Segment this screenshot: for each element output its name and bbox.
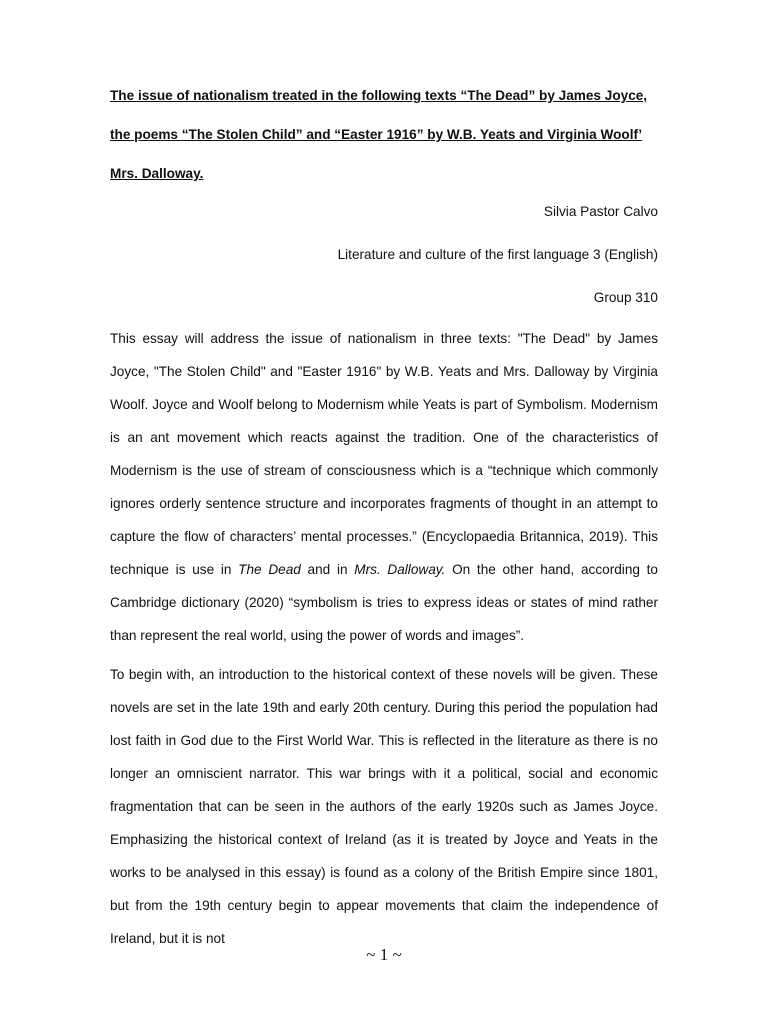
author-name: Silvia Pastor Calvo <box>543 204 658 219</box>
paragraph-2: To begin with, an introduction to the historical context of these novels will be given. These novels are set in the late 19th and early 20th century. During this period the population had lost faith in God due to the First World War. This is reflected in the literature as there is no longer an omniscient narrator. This war brings with it a political, social and economic fragmentation that can be seen in the authors of the early 1920s such as James Joyce. Emphasizing the historical context of Ireland (as it is treated by Joyce and Yeats in the works to be analysed in this essay) is found as a colony of the British Empire since 1801, but from the 19th century begin to appear movements that claim the independence of Ireland, but it is not <box>110 667 658 946</box>
group-number: Group 310 <box>593 290 658 305</box>
document-title <box>110 86 650 203</box>
paragraph-1-italic-1: The Dead <box>238 562 301 577</box>
page-number: ~ 1 ~ <box>366 945 402 964</box>
paragraph-1-part-3: On the other hand, according to Cambridge dictionary (2020) “symbolism is tries to express ideas or states of mind rather than represent the real world, using the power of words and images”. <box>110 562 658 643</box>
course-name: Literature and culture of the first language 3 (English) <box>337 247 658 262</box>
paragraph-1 <box>110 322 658 652</box>
title-line-3: Mrs. Dalloway. <box>110 166 204 181</box>
title-line-2: the poems “The Stolen Child” and “Easter 1916” by W.B. Yeats and Virginia Woolf’ <box>110 127 643 142</box>
paragraph-1-part-1: This essay will address the issue of nationalism in three texts: "The Dead" by James Joyce, "The Stolen Child" and "Easter 1916" by W.B. Yeats and Mrs. Dalloway by Virginia Woolf. Joyce and Woolf belong to Modernism while Yeats is part of Symbolism. Modernism is an ant movement which reacts against the tradition. One of the characteristics of Modernism is the use of stream of consciousness which is a “technique which commonly ignores orderly sentence structure and incorporates fragments of thought in an attempt to capture the flow of characters’ mental processes.” (Encyclopaedia Britannica, 2019). This technique is use in <box>110 331 658 577</box>
paragraph-1-italic-2: Mrs. Dalloway. <box>354 562 446 577</box>
paragraph-1-part-2: and in <box>300 562 355 577</box>
title-line-1: The issue of nationalism treated in the following texts “The Dead” by James Joyce, <box>110 88 648 103</box>
